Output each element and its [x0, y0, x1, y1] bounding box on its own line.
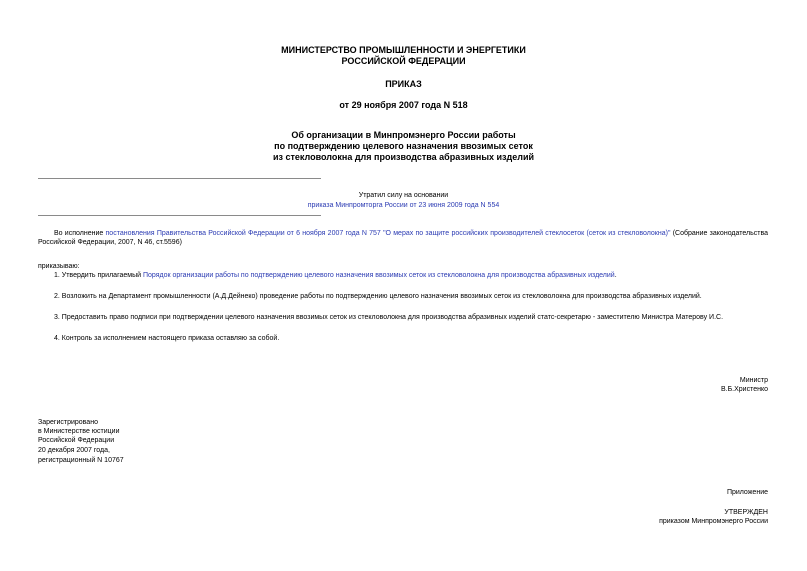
status-divider-top: [38, 178, 321, 179]
preamble-paragraph: [38, 229, 768, 247]
signature-name: В.Б.Христенко: [720, 386, 768, 393]
order-item-2: 2. Возложить на Департамент промышленности (А.Д.Дейнеко) проведение работы по подтверждению целевого назначения ввозимых сеток из стекловолокна для производства абразивных изделий.: [54, 293, 702, 300]
registration-line5: регистрационный N 10767: [38, 457, 124, 464]
appendix-by-order: приказом Минпромэнерго России: [659, 518, 768, 525]
appendix-approved: УТВЕРЖДЕН: [724, 509, 768, 516]
registration-line1: Зарегистрировано: [38, 419, 98, 426]
ministry-name-line2: РОССИЙСКОЙ ФЕДЕРАЦИИ: [341, 56, 466, 66]
repeal-order-link[interactable]: приказа Минпромторга России от 23 июня 2009 года N 554: [307, 202, 500, 209]
document-title-line1: Об организации в Минпромэнерго России работы: [291, 130, 516, 140]
item1-prefix: 1. Утвердить прилагаемый: [54, 272, 143, 279]
status-divider-bottom: [38, 215, 321, 216]
preamble-prefix: Во исполнение: [54, 230, 106, 237]
document-title-line2: по подтверждению целевого назначения ввозимых сеток: [274, 141, 533, 151]
registration-line4: 20 декабря 2007 года,: [38, 447, 110, 454]
order-item-1: [54, 271, 617, 280]
government-decree-link[interactable]: постановления Правительства Российской Федерации от 6 ноября 2007 года N 757 "О мерах по защите российских производителей стеклосеток (сеток из стекловолокна)": [105, 230, 671, 237]
procedure-link[interactable]: Порядок организации работы по подтверждению целевого назначения ввозимых сеток из стекловолокна для производства абразивных изделий: [142, 272, 615, 279]
document-type: ПРИКАЗ: [385, 79, 422, 89]
order-item-3: 3. Предоставить право подписи при подтверждении целевого назначения ввозимых сеток из стекловолокна для производства абразивных изделий статс-секретарю - заместителю Министра Матерову И.С.: [54, 314, 724, 321]
preamble-suffix: (Собрание законодательства Российской Федерации, 2007, N 46, ст.5596): [38, 230, 769, 246]
item1-suffix: .: [614, 272, 617, 279]
status-note: Утратил силу на основании: [358, 192, 449, 199]
order-item-4: 4. Контроль за исполнением настоящего приказа оставляю за собой.: [54, 335, 280, 342]
document-date: от 29 ноября 2007 года N 518: [339, 100, 468, 110]
ministry-name-line1: МИНИСТЕРСТВО ПРОМЫШЛЕННОСТИ И ЭНЕРГЕТИКИ: [281, 45, 526, 55]
status-link-row: [0, 201, 807, 210]
registration-line2: в Министерстве юстиции: [38, 428, 120, 435]
document-title-line3: из стекловолокна для производства абразивных изделий: [272, 152, 535, 162]
appendix-label: Приложение: [726, 489, 768, 496]
order-word: приказываю:: [38, 263, 80, 270]
registration-line3: Российской Федерации: [38, 437, 115, 444]
signature-position: Министр: [739, 377, 768, 384]
